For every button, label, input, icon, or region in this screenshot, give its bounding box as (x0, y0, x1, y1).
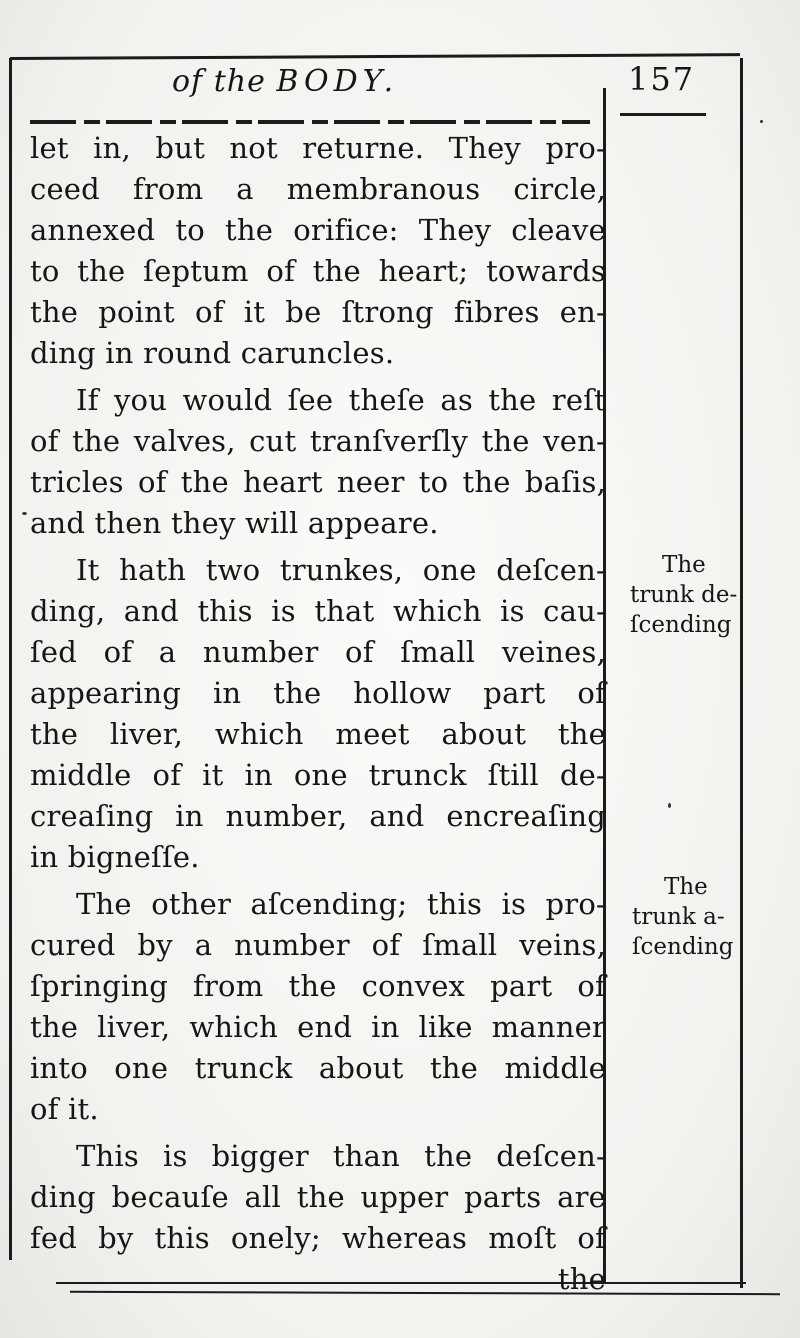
ink-speck (22, 512, 27, 515)
text-line: ceed from a membranous circle, (30, 172, 606, 206)
running-head-caps: BODY. (276, 64, 399, 99)
text-line: let in, but not returne. They pro- (30, 131, 606, 165)
text-line: It hath two trunkes, one deſcen- (76, 553, 606, 587)
margin-note-line: trunk a- (632, 904, 725, 930)
margin-note-line: ſcending (630, 612, 732, 638)
margin-note-ascending (632, 872, 762, 962)
catchword: the (557, 1262, 606, 1296)
text-line: in bigneſſe. (30, 840, 200, 874)
ink-speck (668, 803, 671, 808)
page-number: 157 (628, 60, 696, 98)
text-line: ſpringing from the convex part of (30, 969, 606, 1003)
text-line: and then they will appeare. (30, 506, 439, 540)
margin-note-line: ſcending (632, 934, 734, 960)
running-head-prefix: of the (172, 64, 277, 99)
text-line: the liver, which end in like manner (30, 1010, 606, 1044)
text-line: creaſing in number, and encreaſing (30, 799, 606, 833)
text-line: the liver, which meet about the (30, 717, 606, 751)
frame-top-rule (10, 53, 740, 60)
running-head (172, 64, 452, 108)
text-line: ding becauſe all the upper parts are (30, 1180, 606, 1214)
folio-underline (620, 113, 706, 116)
header-dashed-rule (30, 120, 590, 124)
main-text-column (30, 128, 606, 1300)
text-line: to the ſeptum of the heart; towards (30, 254, 606, 288)
text-line: of the valves, cut tranſverſly the ven- (30, 424, 606, 458)
margin-note-line: The (664, 874, 708, 900)
margin-note-line: trunk de- (630, 582, 738, 608)
text-line: middle of it in one trunck ſtill de- (30, 758, 606, 792)
text-line: of it. (30, 1092, 99, 1126)
text-line: If you would ſee theſe as the reſt (76, 383, 606, 417)
text-line: The other aſcending; this is pro- (76, 887, 606, 921)
text-line: tricles of the heart neer to the baſis, (30, 465, 606, 499)
ink-speck (760, 120, 763, 123)
frame-left-rule (9, 58, 12, 1260)
text-line: the point of it be ſtrong fibres en- (30, 295, 606, 329)
margin-note-line: The (662, 552, 706, 578)
text-line: ding in round caruncles. (30, 336, 395, 370)
text-line: cured by a number of ſmall veins, (30, 928, 606, 962)
text-line: ding, and this is that which is cau- (30, 594, 606, 628)
text-line: This is bigger than the deſcen- (76, 1139, 606, 1173)
margin-note-descending (630, 550, 760, 640)
text-line: ſed of a number of ſmall veines, (30, 635, 606, 669)
text-line: into one trunck about the middle (30, 1051, 606, 1085)
text-line: annexed to the orifice: They cleave (30, 213, 606, 247)
text-line: appearing in the hollow part of (30, 676, 606, 710)
text-line: fed by this onely; whereas moſt of (30, 1221, 606, 1255)
frame-right-rule (740, 58, 743, 1288)
